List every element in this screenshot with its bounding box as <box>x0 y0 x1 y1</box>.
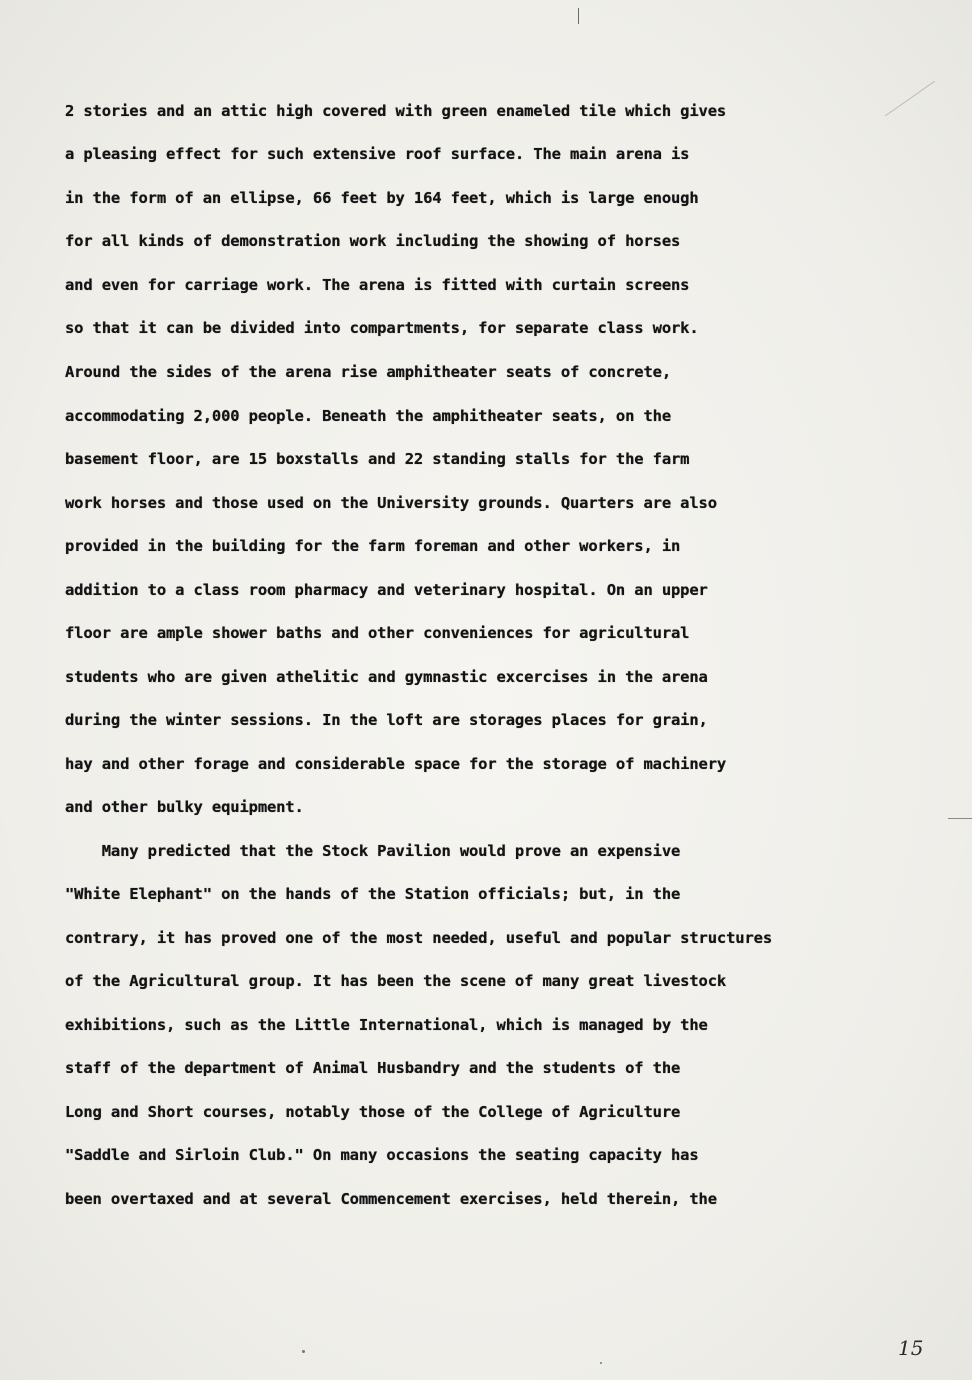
text-line-25: "Saddle and Sirloin Club." On many occasions the seating capacity has <box>65 1146 699 1164</box>
text-line-11: provided in the building for the farm foreman and other workers, in <box>65 537 681 555</box>
text-line-14: students who are given athelitic and gymnastic excercises in the arena <box>65 668 708 686</box>
scan-mark-right-edge <box>948 818 972 819</box>
text-line-5: and even for carriage work. The arena is fitted with curtain screens <box>65 276 690 294</box>
text-line-9: basement floor, are 15 boxstalls and 22 standing stalls for the farm <box>65 450 690 468</box>
text-line-4: for all kinds of demonstration work including the showing of horses <box>65 232 681 250</box>
scan-speck <box>600 1362 602 1364</box>
text-line-23: staff of the department of Animal Husbandry and the students of the <box>65 1059 681 1077</box>
text-line-22: exhibitions, such as the Little International, which is managed by the <box>65 1016 708 1034</box>
text-line-13: floor are ample shower baths and other conveniences for agricultural <box>65 624 690 642</box>
text-line-21: of the Agricultural group. It has been the scene of many great livestock <box>65 972 727 990</box>
scan-mark-top-right <box>885 81 935 116</box>
text-line-2: a pleasing effect for such extensive roof surface. The main arena is <box>65 145 690 163</box>
text-line-24: Long and Short courses, notably those of the College of Agriculture <box>65 1103 681 1121</box>
scan-speck <box>302 1350 305 1353</box>
text-line-17: and other bulky equipment. <box>65 798 304 816</box>
text-line-10: work horses and those used on the University grounds. Quarters are also <box>65 494 717 512</box>
text-line-26: been overtaxed and at several Commencement exercises, held therein, the <box>65 1190 717 1208</box>
scan-mark-top <box>578 8 579 24</box>
text-line-19: "White Elephant" on the hands of the Station officials; but, in the <box>65 885 681 903</box>
text-line-16: hay and other forage and considerable space for the storage of machinery <box>65 755 727 773</box>
text-line-3: in the form of an ellipse, 66 feet by 164 feet, which is large enough <box>65 189 699 207</box>
text-line-20: contrary, it has proved one of the most needed, useful and popular structures <box>65 929 772 947</box>
page-number: 15 <box>898 1336 924 1360</box>
text-line-1: 2 stories and an attic high covered with green enameled tile which gives <box>65 102 727 120</box>
text-line-6: so that it can be divided into compartments, for separate class work. <box>65 319 699 337</box>
text-line-12: addition to a class room pharmacy and veterinary hospital. On an upper <box>65 581 708 599</box>
text-line-15: during the winter sessions. In the loft are storages places for grain, <box>65 711 708 729</box>
text-line-18: Many predicted that the Stock Pavilion would prove an expensive <box>65 842 681 860</box>
text-line-8: accommodating 2,000 people. Beneath the amphitheater seats, on the <box>65 407 671 425</box>
text-line-7: Around the sides of the arena rise amphitheater seats of concrete, <box>65 363 671 381</box>
